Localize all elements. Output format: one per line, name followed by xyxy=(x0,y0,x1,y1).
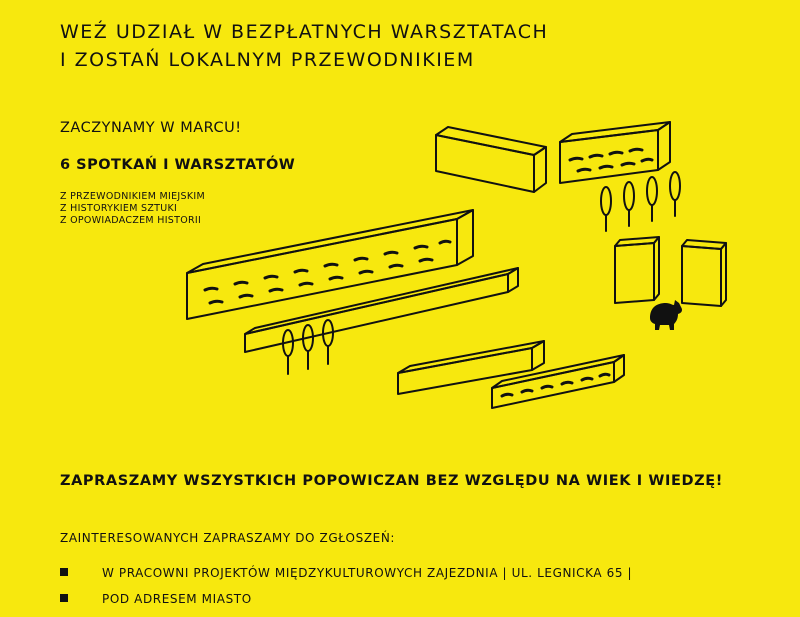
bullet-icon xyxy=(60,568,68,576)
location-item xyxy=(60,565,632,591)
bear-icon xyxy=(650,300,682,330)
tall-block-left xyxy=(615,237,659,303)
location-list xyxy=(60,565,632,617)
with-item: Z HISTORYKIEM SZTUKI xyxy=(60,203,178,214)
location-text: POD ADRESEM MIASTO xyxy=(102,592,252,606)
tall-block-right xyxy=(682,240,726,306)
headline-line-1: WEŹ UDZIAŁ W BEZPŁATNYCH WARSZTATACH xyxy=(60,21,549,43)
location-item xyxy=(60,591,632,617)
patterned-block-top-right xyxy=(560,122,670,183)
patterned-block-bottom xyxy=(492,355,624,408)
patterned-block-long xyxy=(187,210,473,319)
plain-block-top xyxy=(436,127,546,192)
headline-line-2: I ZOSTAŃ LOKALNYM PRZEWODNIKIEM xyxy=(60,49,475,71)
location-text: W PRACOWNI PROJEKTÓW MIĘDZYKULTUROWYCH ZAJEZDNIA | UL. LEGNICKA 65 | xyxy=(102,566,633,580)
signup-heading: ZAINTERESOWANYCH ZAPRASZAMY DO ZGŁOSZEŃ: xyxy=(60,531,396,545)
bullet-icon xyxy=(60,594,68,602)
start-date-text: ZACZYNAMY W MARCU! xyxy=(60,120,242,136)
meetings-heading: 6 SPOTKAŃ I WARSZTATÓW xyxy=(60,157,296,173)
tree-group-bar xyxy=(283,320,333,374)
small-bar-block xyxy=(398,341,544,394)
invite-statement: ZAPRASZAMY WSZYSTKICH POPOWICZAN BEZ WZGLĘDU NA WIEK I WIEDZĘ! xyxy=(60,473,723,489)
with-item: Z OPOWIADACZEM HISTORII xyxy=(60,215,202,226)
with-item: Z PRZEWODNIKIEM MIEJSKIM xyxy=(60,191,205,202)
tree-group-top xyxy=(601,172,680,231)
